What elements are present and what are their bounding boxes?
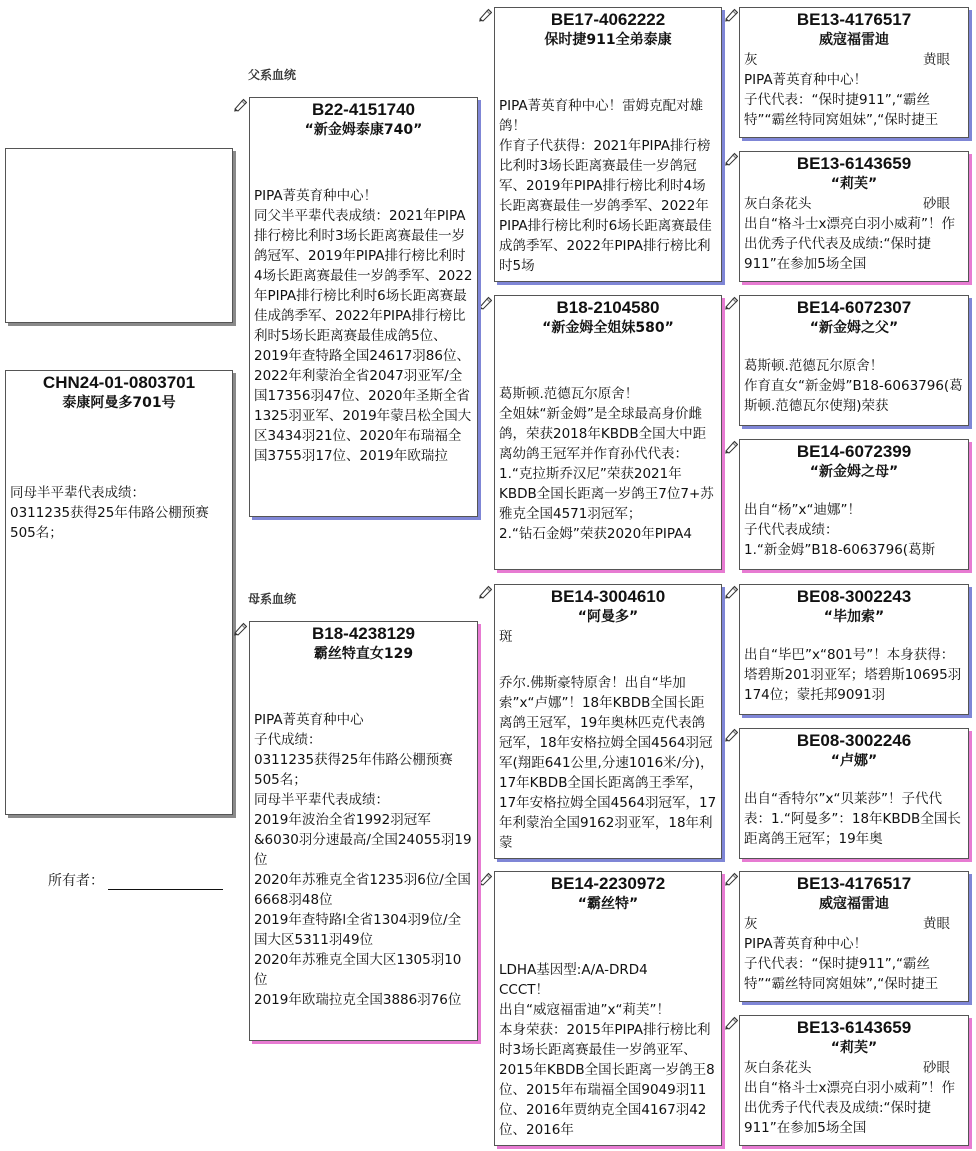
photo-frame: [5, 148, 233, 323]
ring-number: BE13-6143659: [796, 1018, 912, 1037]
pigeon-name: 泰康阿曼多701号: [62, 395, 176, 411]
ring-number: BE14-6072307: [796, 298, 912, 317]
ring-number: BE08-3002243: [796, 587, 912, 606]
edit-pen-icon[interactable]: [724, 728, 738, 742]
sdd-card[interactable]: [739, 439, 969, 570]
notes: 出自“杨”x“迪娜”！ 子代代表成绩： 1.“新金姆”B18-6063796(葛斯: [744, 502, 936, 558]
plumage-color: 灰白条花头: [744, 1060, 812, 1076]
attributes-row: [740, 50, 968, 70]
attributes-row: [740, 1058, 968, 1078]
notes: PIPA菁英育种中心！ 子代代表：“保时捷911”,“霸丝特”“霸丝特同窝姐妹”,“保时捷王: [744, 72, 939, 128]
sss-card[interactable]: [739, 7, 969, 138]
attributes-row: [495, 627, 721, 647]
edit-pen-icon[interactable]: [478, 585, 492, 599]
notes: 葛斯顿.范德瓦尔原舍！ 全姐妹“新金姆”是全球最高身价雌鸽，荣获2018年KBDB全国大中距离幼鸽王冠军并作育孙代代表： 1.“克拉斯乔汉尼”荣获2021年KBDB全国长距离一岁鸽王7位7+苏雅克全国4571羽冠军； 2.“钻石金姆”荣获2020年PIPA4: [499, 386, 714, 542]
ring-number: B22-4151740: [311, 100, 416, 119]
pigeon-name: “卢娜”: [830, 753, 878, 769]
notes: PIPA菁英育种中心 子代成绩： 0311235获得25年伟路公棚预赛505名； 同母半平辈代表成绩： 2019年波治全省1992羽冠军&6030羽分速最高/全国24055羽19位 2020年苏雅克全省1235羽6位/全国6668羽48位 2019年查特路l全省1304羽9位/全国大区5311羽49位 2020年苏雅克全国大区1305羽10位 2019年欧瑞拉克全国3886羽76位: [254, 712, 472, 1008]
pigeon-name: “新金姆泰康740”: [304, 122, 423, 138]
ring-number: BE13-4176517: [796, 874, 912, 893]
eye-type: 黄眼: [923, 52, 950, 68]
pigeon-name: “霸丝特”: [577, 896, 639, 912]
edit-pen-icon[interactable]: [724, 8, 738, 22]
notes: PIPA菁英育种中心！ 同父半平辈代表成绩：2021年PIPA排行榜比利时3场长距离赛最佳一岁鸽冠军、2019年PIPA排行榜比利时4场长距离赛最佳一岁鸽季军、2022年PIPA排行榜比利时6场长距离赛最佳成鸽季军、2022年PIPA排行榜比利时5场长距离赛最佳成鸽5位、2019年查特路全国24617羽86位、2022年利蒙治全省2047羽亚军/全国17356羽47位、2020年圣斯全省1325羽亚军、2019年蒙吕松全国大区3434羽21位、2020年布瑞福全国3755羽17位、2019年欧瑞拉: [254, 188, 473, 464]
edit-pen-icon[interactable]: [724, 152, 738, 166]
ring-number: BE14-3004610: [550, 587, 666, 606]
pigeon-name: “毕加索”: [823, 609, 885, 625]
edit-pen-icon[interactable]: [233, 622, 247, 636]
attributes-row: [740, 194, 968, 214]
ring-number: CHN24-01-0803701: [42, 373, 196, 392]
notes: 出自“格斗士x漂亮白羽小威莉”！作出优秀子代代表及成绩:“保时捷911”在参加5场全国: [744, 1080, 955, 1136]
sire-card[interactable]: [249, 97, 478, 517]
ring-number: BE17-4062222: [550, 10, 666, 29]
notes: LDHA基因型:A/A-DRD4 CCCT！ 出自“威寇福雷迪”x“莉芙”！ 本身荣获：2015年PIPA排行榜比利时3场长距离赛最佳一岁鸽亚军、2015年KBDB全国长距离一岁鸽王8位、2015年布瑞福全国9049羽11位、2016年贾纳克全国4167羽42位、2016年: [499, 962, 715, 1138]
sire-dam-card[interactable]: [494, 295, 722, 570]
dds-card[interactable]: [739, 871, 969, 1002]
plumage-color: 灰: [744, 916, 758, 932]
ring-number: BE13-6143659: [796, 154, 912, 173]
pigeon-name: “新金姆全姐妹580”: [542, 320, 674, 336]
ring-number: B18-2104580: [556, 298, 660, 317]
ring-number: B18-4238129: [311, 624, 416, 643]
owner-field: [48, 870, 223, 890]
ring-number: BE14-2230972: [550, 874, 666, 893]
pigeon-name: “阿曼多”: [577, 609, 639, 625]
pigeon-name: “莉芙”: [830, 1040, 878, 1056]
pigeon-name: 保时捷911全弟泰康: [544, 32, 672, 48]
eye-type: 黄眼: [923, 916, 950, 932]
pigeon-name: “莉芙”: [830, 176, 878, 192]
dsd-card[interactable]: [739, 728, 969, 859]
sire-sire-card[interactable]: [494, 7, 722, 282]
sds-card[interactable]: [739, 295, 969, 426]
owner-line[interactable]: [108, 873, 223, 890]
edit-pen-icon[interactable]: [724, 585, 738, 599]
notes: 出自“毕巴”x“801号”！本身获得：塔碧斯201羽亚军；塔碧斯10695羽174位；蒙托邦9091羽: [744, 647, 962, 703]
sire-line-label: 父系血统: [248, 68, 297, 82]
subject-card[interactable]: [5, 370, 233, 815]
edit-pen-icon[interactable]: [233, 98, 247, 112]
dam-sire-card[interactable]: [494, 584, 722, 859]
notes: 葛斯顿.范德瓦尔原舍！ 作育直女“新金姆”B18-6063796(葛斯顿.范德瓦尔使翔)荣获: [744, 358, 963, 414]
edit-pen-icon[interactable]: [724, 296, 738, 310]
ddd-card[interactable]: [739, 1015, 969, 1146]
attributes-row: [740, 914, 968, 934]
dss-card[interactable]: [739, 584, 969, 715]
pigeon-name: “新金姆之父”: [809, 320, 899, 336]
edit-pen-icon[interactable]: [478, 872, 492, 886]
ring-number: BE08-3002246: [796, 731, 912, 750]
dam-dam-card[interactable]: [494, 871, 722, 1146]
owner-label: 所有者：: [48, 873, 104, 889]
eye-type: 砂眼: [923, 196, 950, 212]
notes: PIPA菁英育种中心！ 子代代表：“保时捷911”,“霸丝特”“霸丝特同窝姐妹”,“保时捷王: [744, 936, 939, 992]
notes: PIPA菁英育种中心！雷姆克配对雄鸽！ 作育子代获得：2021年PIPA排行榜比利时3场长距离赛最佳一岁鸽冠军、2019年PIPA排行榜比利时4场长距离赛最佳一岁鸽季军、2022年PIPA排行榜比利时6场长距离赛最佳成鸽季军、2022年PIPA排行榜比利时5场: [499, 98, 712, 274]
edit-pen-icon[interactable]: [724, 440, 738, 454]
notes: 出自“香特尔”x“贝莱莎”！子代代表：1.“阿曼多”：18年KBDB全国长距离鸽王冠军；19年奥: [744, 791, 961, 847]
pigeon-name: 威寇福雷迪: [819, 32, 889, 48]
notes: 乔尔.佛斯豪特原舍！出自“毕加索”x“卢娜”！18年KBDB全国长距离鸽王冠军，19年奥林匹克代表鸽冠军，18年安格拉姆全国4564羽冠军(翔距641公里,分速1016米/分)，17年KBDB全国长距离鸽王季军，17年安格拉姆全国4564羽冠军，17年利蒙治全国9162羽亚军，18年利蒙: [499, 675, 717, 851]
ring-number: BE13-4176517: [796, 10, 912, 29]
edit-pen-icon[interactable]: [724, 1016, 738, 1030]
notes: 同母半平辈代表成绩： 0311235获得25年伟路公棚预赛505名；: [10, 485, 209, 541]
edit-pen-icon[interactable]: [724, 872, 738, 886]
pigeon-name: 霸丝特直女129: [313, 646, 414, 662]
edit-pen-icon[interactable]: [478, 8, 492, 22]
pigeon-name: “新金姆之母”: [809, 464, 899, 480]
edit-pen-icon[interactable]: [478, 296, 492, 310]
dam-card[interactable]: [249, 621, 478, 1041]
plumage-color: 斑: [499, 629, 513, 645]
ring-number: BE14-6072399: [796, 442, 912, 461]
plumage-color: 灰: [744, 52, 758, 68]
ssd-card[interactable]: [739, 151, 969, 282]
dam-line-label: 母系血统: [248, 592, 297, 606]
notes: 出自“格斗士x漂亮白羽小威莉”！作出优秀子代代表及成绩:“保时捷911”在参加5场全国: [744, 216, 955, 272]
pigeon-name: 威寇福雷迪: [819, 896, 889, 912]
eye-type: 砂眼: [923, 1060, 950, 1076]
plumage-color: 灰白条花头: [744, 196, 812, 212]
